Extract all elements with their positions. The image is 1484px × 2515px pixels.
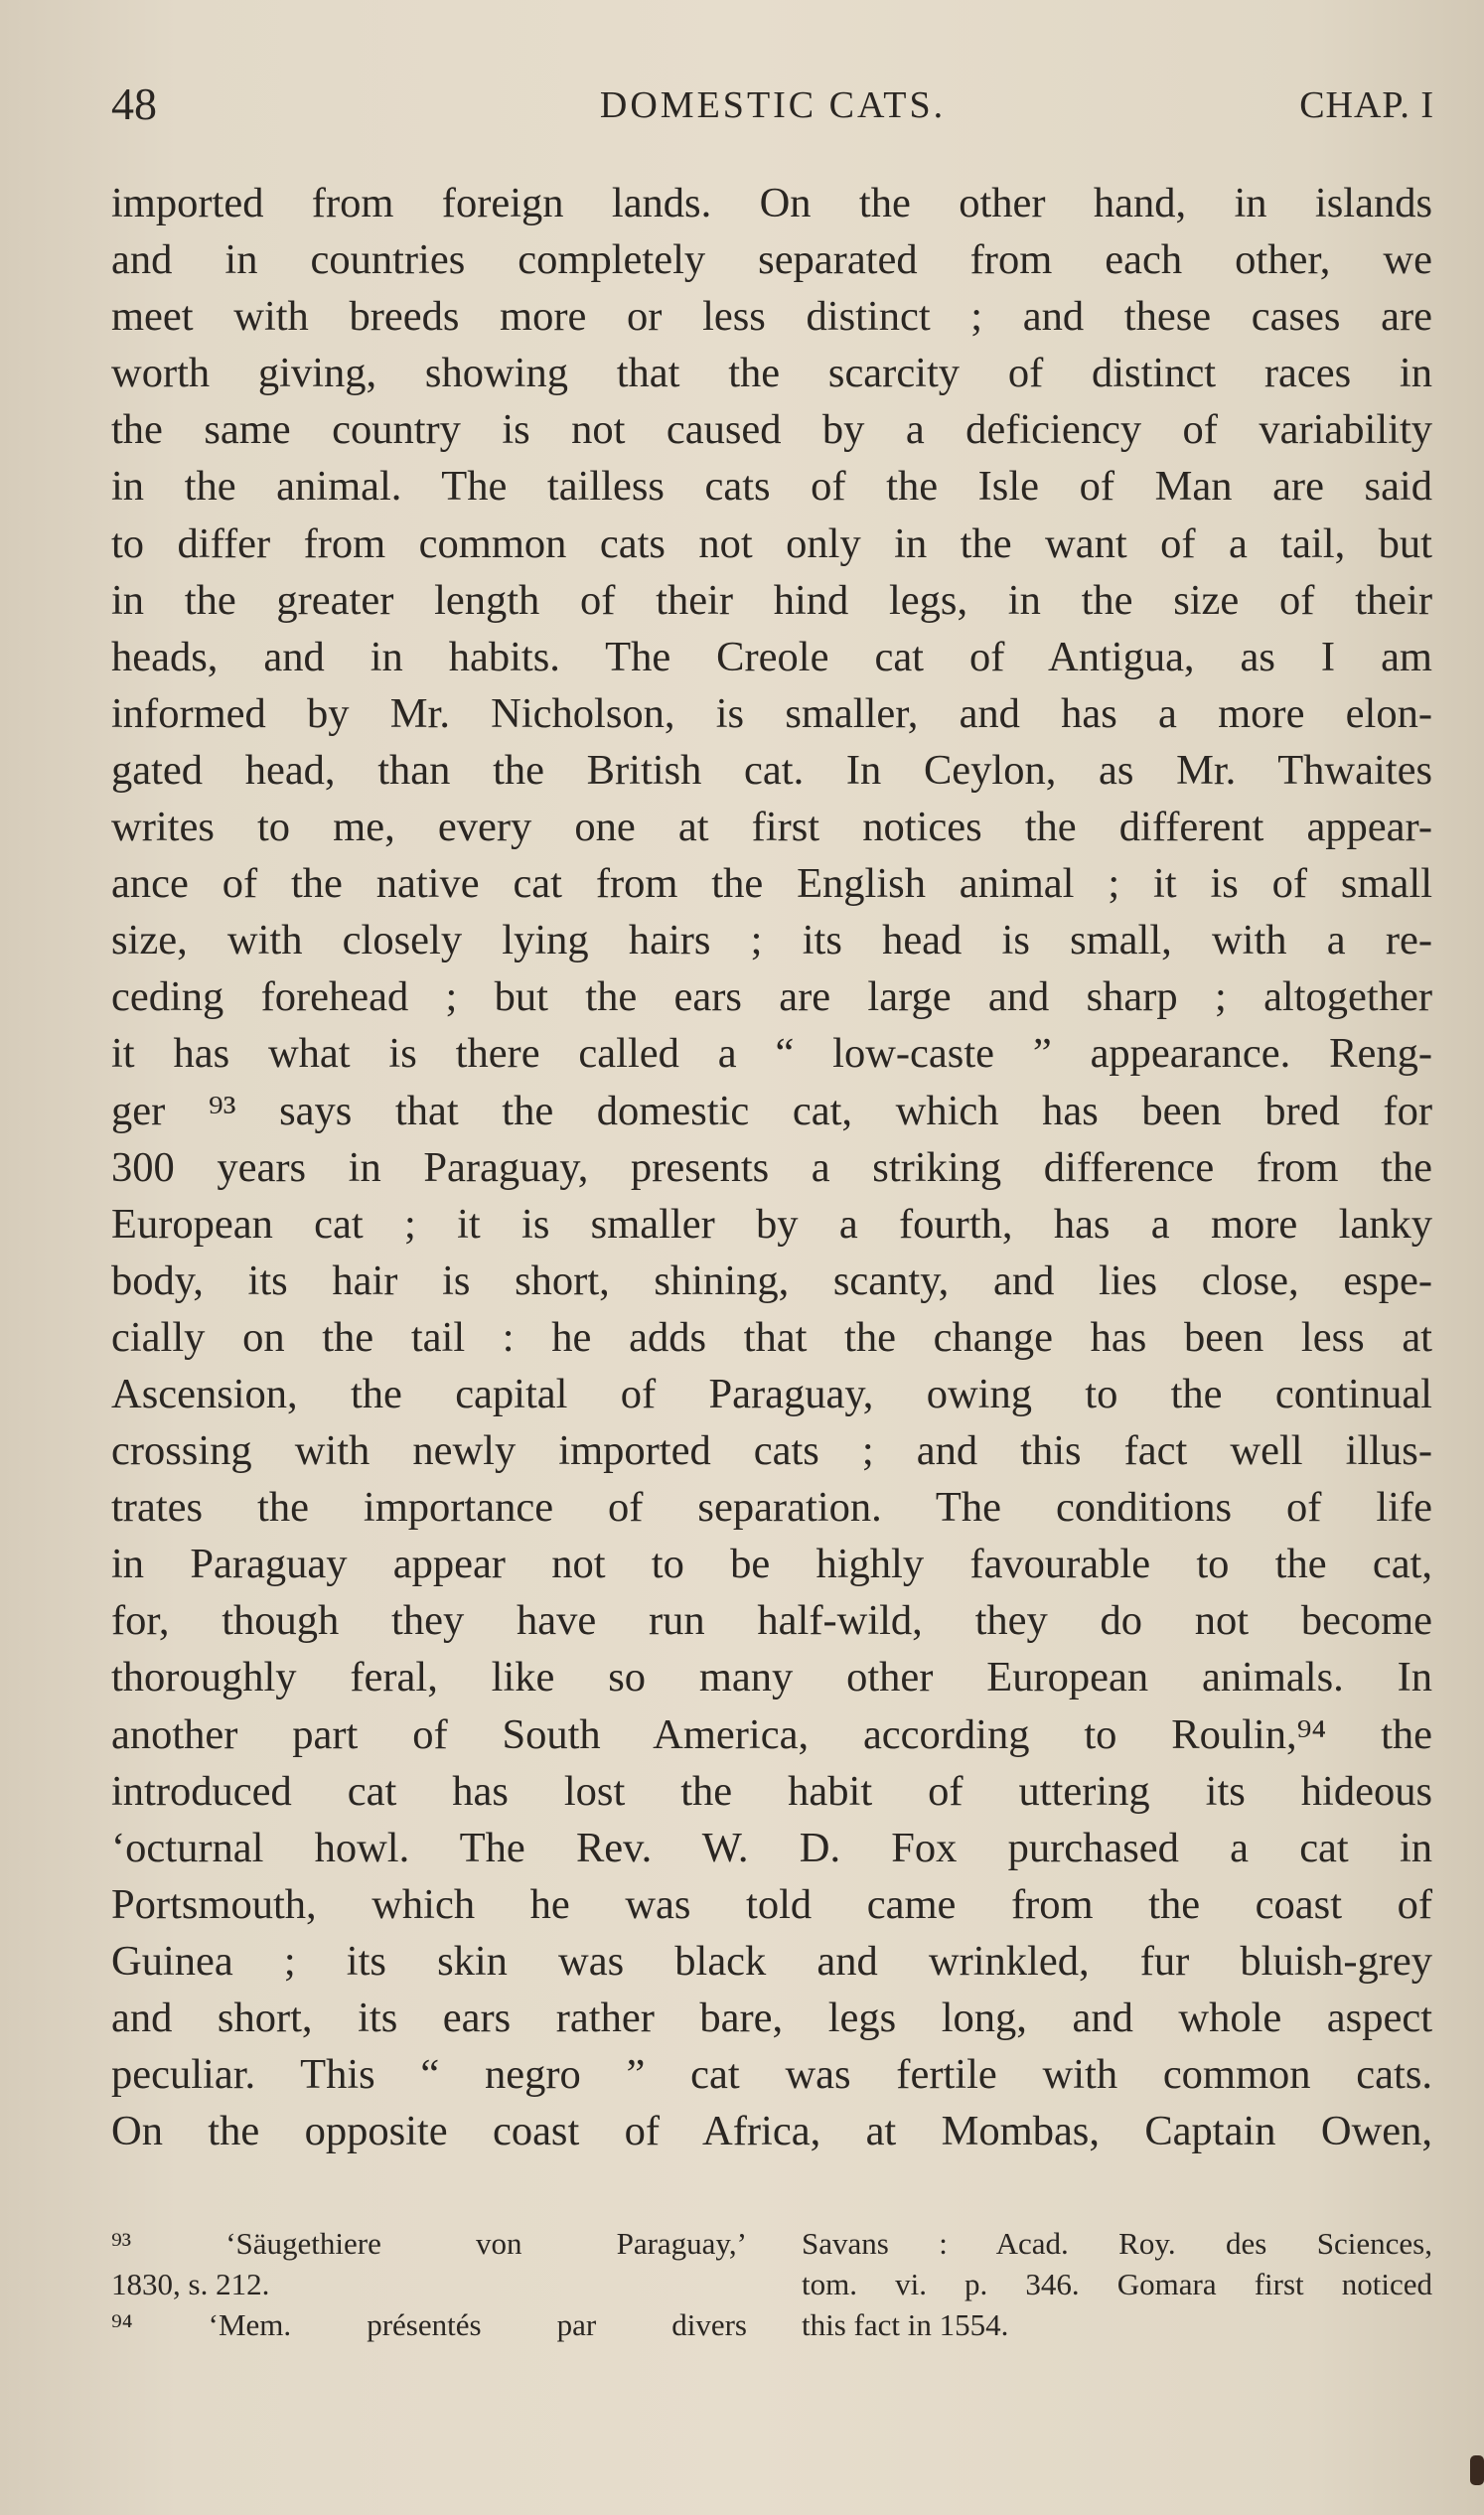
page-header (111, 77, 1434, 137)
text-line: Portsmouth, which he was told came from the coast of (111, 1880, 1432, 1928)
text-line: ance of the native cat from the English animal ; it is of small (111, 860, 1432, 908)
text-line: for, though they have run half-wild, they do not become (111, 1597, 1432, 1645)
text-line: size, with closely lying hairs ; its head is small, with a re- (111, 917, 1432, 964)
text-line: meet with breeds more or less distinct ; and these cases are (111, 293, 1432, 341)
running-title: DOMESTIC CATS. (599, 84, 947, 126)
footnote-line: tom. vi. p. 346. Gomara first noticed (802, 2267, 1432, 2301)
text-line: in Paraguay appear not to be highly favourable to the cat, (111, 1541, 1432, 1588)
text-line: European cat ; it is smaller by a fourth, has a more lanky (111, 1200, 1432, 1248)
text-line: Ascension, the capital of Paraguay, owing to the continual (111, 1370, 1432, 1417)
footnote-column-left (111, 2223, 747, 2345)
body-text (111, 175, 1432, 2159)
text-line: in the greater length of their hind legs, in the size of their (111, 576, 1432, 624)
text-line: trates the importance of separation. The conditions of life (111, 1484, 1432, 1532)
text-line: cially on the tail : he adds that the change has been less at (111, 1313, 1432, 1361)
footnote-line: ⁹³ ‘Säugethiere von Paraguay,’ (111, 2226, 747, 2261)
text-line: 300 years in Paraguay, presents a striking difference from the (111, 1143, 1432, 1191)
footnote-column-right (802, 2223, 1432, 2345)
text-line: ceding forehead ; but the ears are large and sharp ; altogether (111, 973, 1432, 1021)
text-line: the same country is not caused by a deficiency of variability (111, 406, 1432, 454)
text-line: and short, its ears rather bare, legs long, and whole aspect (111, 1995, 1432, 2041)
text-line: it has what is there called a “ low-caste ” appearance. Reng- (111, 1030, 1432, 1078)
page-number: 48 (111, 78, 157, 129)
page-blemish (1470, 2455, 1484, 2485)
text-line: crossing with newly imported cats ; and this fact well illus- (111, 1427, 1432, 1475)
text-line: heads, and in habits. The Creole cat of Antigua, as I am (111, 633, 1432, 680)
text-line: to differ from common cats not only in the want of a tail, but (111, 519, 1432, 567)
text-line: writes to me, every one at first notices the different appear- (111, 804, 1432, 851)
text-line: ‘octurnal howl. The Rev. W. D. Fox purchased a cat in (111, 1824, 1432, 1871)
text-line: and in countries completely separated from each other, we (111, 236, 1432, 284)
text-line: introduced cat has lost the habit of uttering its hideous (111, 1767, 1432, 1815)
text-line: On the opposite coast of Africa, at Mombas, Captain Owen, (111, 2108, 1432, 2155)
text-line: gated head, than the British cat. In Ceylon, as Mr. Thwaites (111, 746, 1432, 794)
footnote-line: ⁹⁴ ‘Mem. présentés par divers (111, 2307, 747, 2342)
text-line: ger ⁹³ says that the domestic cat, which has been bred for (111, 1087, 1432, 1134)
footnote-line: this fact in 1554. (802, 2307, 1009, 2342)
footnote-line: Savans : Acad. Roy. des Sciences, (802, 2226, 1432, 2261)
chapter-label: CHAP. I (1299, 84, 1434, 126)
text-line: Guinea ; its skin was black and wrinkled, fur bluish-grey (111, 1937, 1432, 1985)
text-line: peculiar. This “ negro ” cat was fertile with common cats. (111, 2051, 1432, 2099)
text-line: imported from foreign lands. On the other hand, in islands (111, 180, 1432, 226)
text-line: in the animal. The tailless cats of the Isle of Man are said (111, 463, 1432, 511)
text-line: thoroughly feral, like so many other European animals. In (111, 1654, 1432, 1701)
text-line: another part of South America, according to Roulin,⁹⁴ the (111, 1710, 1432, 1758)
text-line: body, its hair is short, shining, scanty, and lies close, espe- (111, 1257, 1432, 1304)
text-line: worth giving, showing that the scarcity of distinct races in (111, 350, 1432, 397)
footnote-line: 1830, s. 212. (111, 2267, 270, 2301)
text-line: informed by Mr. Nicholson, is smaller, and has a more elon- (111, 689, 1432, 737)
